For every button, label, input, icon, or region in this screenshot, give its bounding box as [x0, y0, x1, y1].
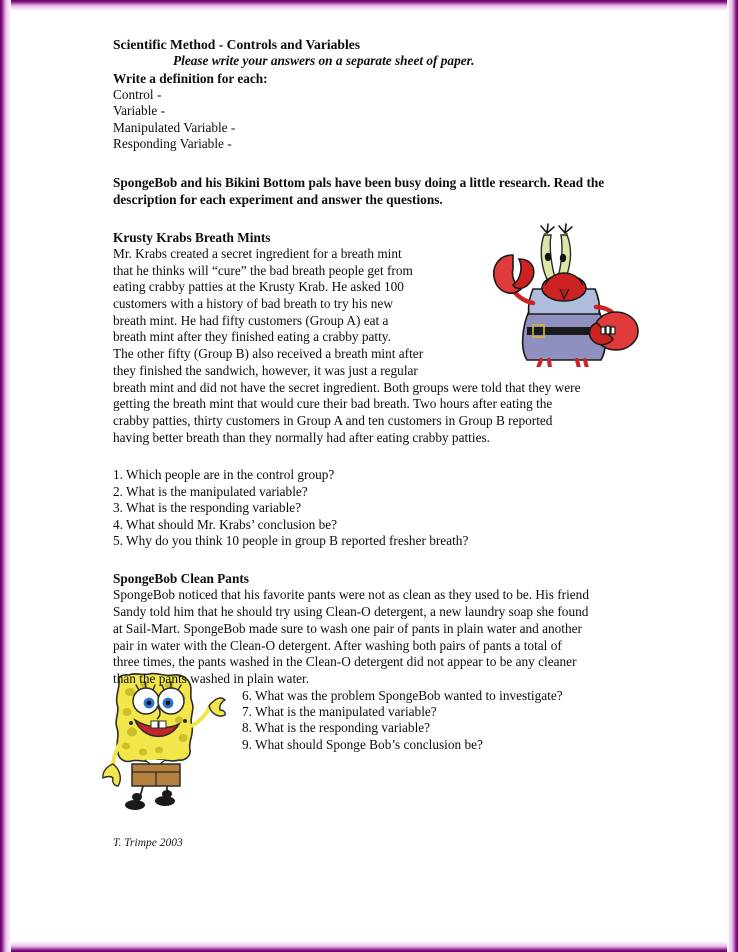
body-line: pair in water with the Clean-O detergent. After washing both pairs of pants a total of [113, 637, 562, 653]
spacer [113, 208, 628, 229]
body-line: that he thinks will “cure” the bad breath people get from [113, 262, 413, 278]
question-item: 2. What is the manipulated variable? [113, 483, 308, 499]
body-line: than the pants washed in plain water. [113, 670, 310, 686]
worksheet-content [113, 36, 628, 852]
question-item: 7. What is the manipulated variable? [242, 704, 437, 720]
body-line: Mr. Krabs created a secret ingredient for a breath mint [113, 245, 402, 261]
worksheet-page [11, 11, 727, 941]
body-line: getting the breath mint that would cure their bad breath. Two hours after eating the [113, 396, 553, 412]
spacer [113, 446, 628, 467]
section-heading-clean-pants: SpongeBob Clean Pants [113, 571, 249, 587]
page-title: Scientific Method - Controls and Variables [113, 37, 361, 52]
question-list-2 [113, 688, 628, 754]
body-line: breath mint and did not have the secret ingredient. Both groups were told that they were [113, 379, 581, 395]
body-line: SpongeBob noticed that his favorite pants were not as clean as they used to be. His friend [113, 587, 589, 603]
question-item: 6. What was the problem SpongeBob wanted to investigate? [242, 687, 563, 703]
intro-paragraph: SpongeBob and his Bikini Bottom pals have been busy doing a little research. Read the description for each experiment and answer the questions. [113, 174, 605, 207]
section-body-krusty-krabs [113, 246, 628, 446]
footer-credit: T. Trimpe 2003 [113, 837, 183, 850]
section-heading-krusty-krabs: Krusty Krabs Breath Mints [113, 229, 271, 245]
question-item: 3. What is the responding variable? [113, 500, 302, 516]
question-item: 8. What is the responding variable? [242, 720, 431, 736]
instruction-subtitle: Please write your answers on a separate sheet of paper. [173, 53, 475, 68]
definition-item: Control - [113, 86, 162, 102]
definition-item: Variable - [113, 103, 166, 119]
body-line: customers with a history of bad breath to try his new [113, 296, 393, 312]
body-line: crabby patties, thirty customers in Group A and ten customers in Group B reported [113, 413, 553, 428]
body-line: having better breath than they normally had after eating crabby patties. [113, 429, 490, 445]
question-item: 9. What should Sponge Bob’s conclusion be? [242, 736, 483, 752]
body-line: eating crabby patties at the Krusty Krab. He asked 100 [113, 279, 404, 295]
spacer [113, 153, 628, 174]
question-list-1 [113, 467, 628, 549]
spacer [113, 549, 628, 570]
body-line: they finished the sandwich, however, it was just a regular [113, 362, 418, 378]
body-line: three times, the pants washed in the Clean-O detergent did not appear to be any cleaner [113, 654, 577, 670]
body-line: at Sail-Mart. SpongeBob made sure to wash one pair of pants in plain water and another [113, 620, 582, 636]
question-item: 4. What should Mr. Krabs’ conclusion be? [113, 516, 338, 532]
body-line: The other fifty (Group B) also received a breath mint after [113, 346, 424, 362]
definition-item: Responding Variable - [113, 136, 232, 152]
definitions-list [113, 87, 628, 153]
section-body-clean-pants [113, 587, 628, 687]
question-item: 5. Why do you think 10 people in group B reported fresher breath? [113, 533, 469, 549]
spacer [113, 753, 628, 835]
definition-item: Manipulated Variable - [113, 119, 236, 135]
body-line: Sandy told him that he should try using Clean-O detergent, a new laundry soap she found [113, 604, 589, 620]
body-line: breath mint after they finished eating a crabby patty. [113, 329, 391, 345]
question-item: 1. Which people are in the control group? [113, 467, 335, 483]
definitions-heading: Write a definition for each: [113, 70, 268, 86]
body-line: breath mint. He had fifty customers (Group A) eat a [113, 312, 389, 328]
